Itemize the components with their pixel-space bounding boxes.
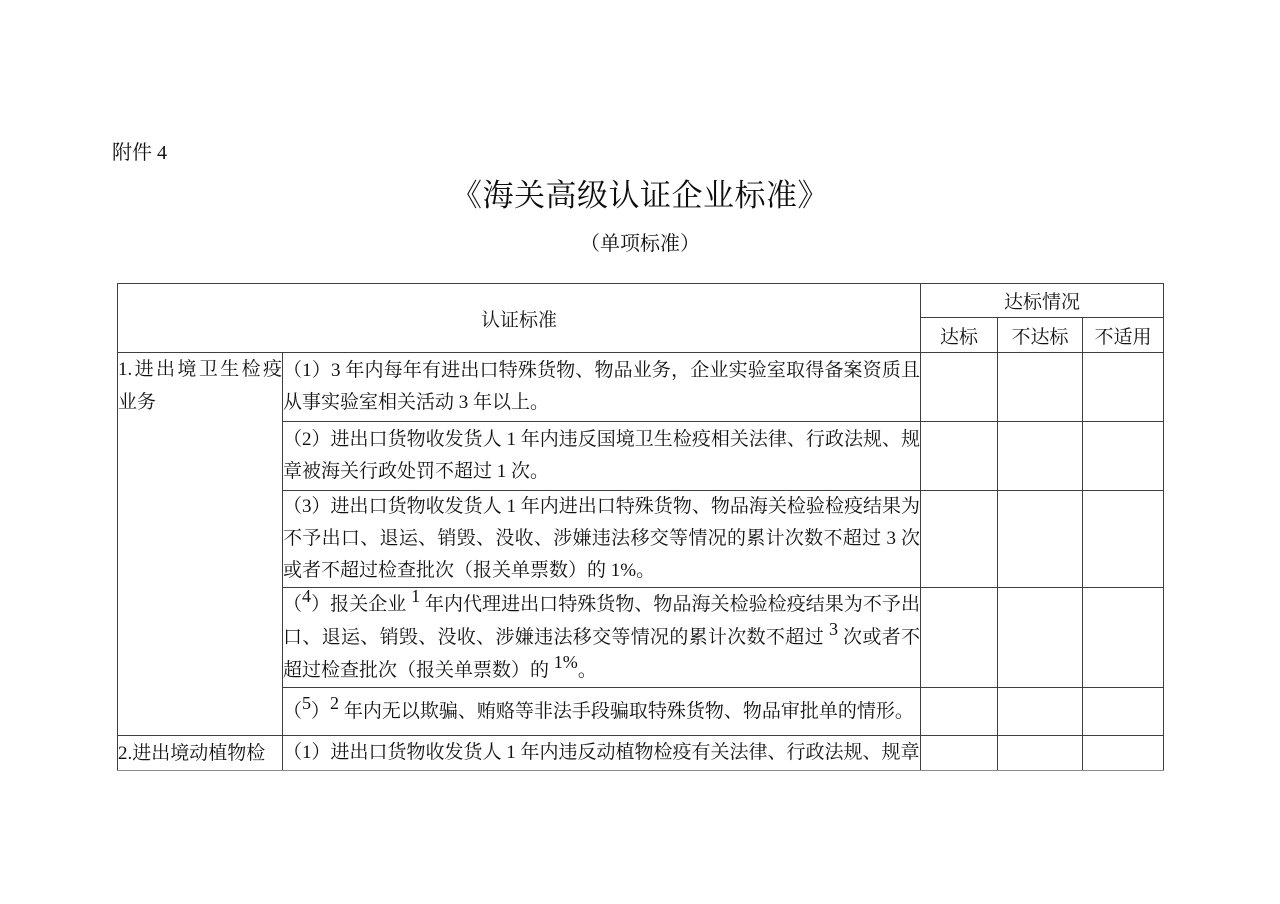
criterion-cell (283, 688, 921, 736)
status-cell (998, 491, 1083, 588)
superscript-number: 2 (330, 693, 340, 714)
status-cell (921, 688, 998, 736)
status-cell (921, 736, 998, 771)
category-cell: 2.进出境动植物检 (118, 736, 283, 771)
attachment-label: 附件 4 (112, 142, 167, 164)
superscript-number: 1% (553, 652, 578, 673)
status-cell (1083, 422, 1164, 491)
status-cell (998, 736, 1083, 771)
header-cell-compliant: 达标 (921, 318, 998, 353)
status-cell (921, 353, 998, 422)
page-subtitle: （单项标准） (580, 233, 700, 255)
table-row (118, 736, 1164, 771)
text-segment: ）报关企业 (311, 594, 412, 615)
criterion-cell (283, 491, 921, 588)
text-segment: （ (283, 594, 303, 615)
status-cell (1083, 353, 1164, 422)
header-cell-not-applicable: 不适用 (1083, 318, 1164, 353)
superscript-number: 3 (828, 619, 838, 640)
category-cell: 1.进出境卫生检疫业务 (118, 353, 283, 736)
header-cell-criteria: 认证标准 (118, 284, 921, 353)
status-cell (921, 422, 998, 491)
standards-table (117, 283, 1164, 771)
superscript-number: 5 (302, 693, 312, 714)
text-segment: ） (311, 701, 331, 722)
header-cell-noncompliant: 不达标 (998, 318, 1083, 353)
text-segment: （ (283, 701, 303, 722)
text-segment: （1）进出口货物收发货人 1 年内违反动植物检疫有关法律、行政法规、规章 (283, 742, 920, 763)
superscript-number: 4 (302, 586, 312, 607)
status-cell (1083, 588, 1164, 688)
status-cell (998, 588, 1083, 688)
table-row (118, 353, 1164, 422)
text-segment: 次或者不超过检查批次（报关单票数）的 (283, 627, 920, 681)
text-segment: （2）进出口货物收发货人 1 年内违反国境卫生检疫相关法律、行政法规、规章被海关行政处罚不超过 1 次。 (283, 429, 921, 482)
criterion-cell (283, 588, 921, 688)
criterion-cell (283, 422, 921, 491)
status-cell (921, 588, 998, 688)
header-row-1 (118, 284, 1164, 318)
text-segment: （3）进出口货物收发货人 1 年内进出口特殊货物、物品海关检验检疫结果为不予出口、退运、销毁、没收、涉嫌违法移交等情况的累计次数不超过 3 次或者不超过检查批次（报关单票数）的 1%。 (283, 496, 921, 581)
criterion-cell (283, 353, 921, 422)
status-cell (1083, 491, 1164, 588)
superscript-number: 1 (411, 586, 421, 607)
status-cell (998, 688, 1083, 736)
header-cell-compliance-group: 达标情况 (921, 284, 1164, 318)
status-cell (998, 422, 1083, 491)
text-segment: 年内无以欺骗、贿赂等非法手段骗取特殊货物、物品审批单的情形。 (339, 701, 914, 722)
text-segment: 年内代理进出口特殊货物、物品海关检验检疫结果为不予出口、退运、销毁、没收、涉嫌违法移交等情况的累计次数不超过 (283, 594, 920, 648)
text-segment: （1）3 年内每年有进出口特殊货物、物品业务，企业实验室取得备案资质且从事实验室相关活动 3 年以上。 (283, 360, 921, 413)
status-cell (998, 353, 1083, 422)
status-cell (1083, 688, 1164, 736)
page-title: 《海关高级认证企业标准》 (451, 178, 829, 213)
status-cell (1083, 736, 1164, 771)
status-cell (921, 491, 998, 588)
criterion-cell (283, 736, 921, 771)
text-segment: 。 (577, 660, 597, 681)
